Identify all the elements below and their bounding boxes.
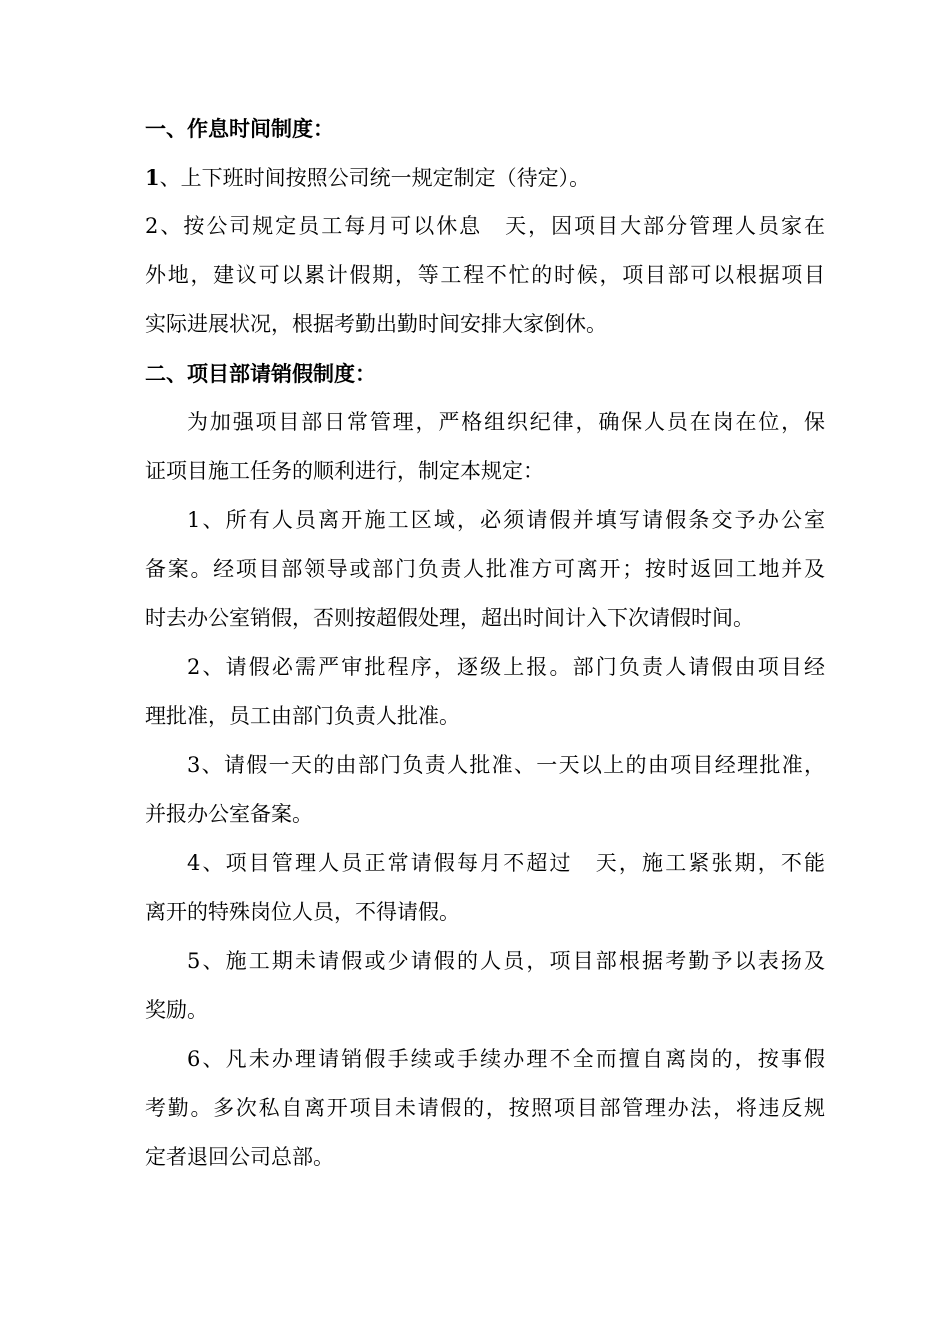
leave-rule-4-part-b: 天，施工紧张期，不能 — [593, 851, 826, 875]
leave-rule-6-line-1: 6、凡未办理请销假手续或手续办理不全而擅自离岗的，按事假 — [187, 1047, 825, 1071]
leave-rule-4-line-1 — [145, 839, 825, 888]
schedule-item-1 — [145, 153, 825, 202]
schedule-item-1-text: 、上下班时间按照公司统一规定制定（待定）。 — [159, 166, 591, 190]
schedule-item-2-part-a: 2、按公司规定员工每月可以休息 — [145, 214, 483, 238]
section-heading-schedule: 一、作息时间制度： — [145, 116, 334, 141]
document-page — [145, 104, 825, 1182]
schedule-item-2-line-2: 外地，建议可以累计假期，等工程不忙的时候，项目部可以根据项目 — [145, 263, 825, 287]
leave-rule-1-line-3: 时去办公室销假，否则按超假处理，超出时间计入下次请假时间。 — [145, 606, 754, 630]
leave-rule-1-line-2: 备案。经项目部领导或部门负责人批准方可离开；按时返回工地并及 — [145, 557, 825, 581]
leave-rule-1-line-1: 1、所有人员离开施工区域，必须请假并填写请假条交予办公室 — [187, 508, 825, 532]
leave-rule-2-line-1: 2、请假必需严审批程序，逐级上报。部门负责人请假由项目经 — [187, 655, 825, 679]
schedule-item-1-number: 1 — [145, 165, 160, 190]
leave-rule-4-part-a: 4、项目管理人员正常请假每月不超过 — [187, 851, 573, 875]
leave-rule-2-line-2: 理批准，员工由部门负责人批准。 — [145, 704, 460, 728]
leave-rule-3-line-1: 3、请假一天的由部门负责人批准、一天以上的由项目经理批准， — [187, 753, 825, 777]
leave-intro-line-2: 证项目施工任务的顺利进行，制定本规定： — [145, 459, 544, 483]
leave-rule-3-line-2: 并报办公室备案。 — [145, 802, 313, 826]
schedule-item-2-part-b: 天，因项目大部分管理人员家在 — [503, 214, 825, 238]
leave-rule-5-line-2: 奖励。 — [145, 998, 208, 1022]
leave-rule-6-line-3: 定者退回公司总部。 — [145, 1145, 334, 1169]
leave-intro-line-1: 为加强项目部日常管理，严格组织纪律，确保人员在岗在位，保 — [187, 410, 825, 434]
leave-rule-6-line-2: 考勤。多次私自离开项目未请假的，按照项目部管理办法，将违反规 — [145, 1096, 825, 1120]
schedule-item-2-line-1 — [145, 202, 825, 251]
leave-rule-4-line-2: 离开的特殊岗位人员，不得请假。 — [145, 900, 460, 924]
schedule-item-2-line-3: 实际进展状况，根据考勤出勤时间安排大家倒休。 — [145, 312, 607, 336]
leave-rule-5-line-1: 5、施工期未请假或少请假的人员，项目部根据考勤予以表扬及 — [187, 949, 825, 973]
section-heading-leave: 二、项目部请销假制度： — [145, 361, 376, 386]
